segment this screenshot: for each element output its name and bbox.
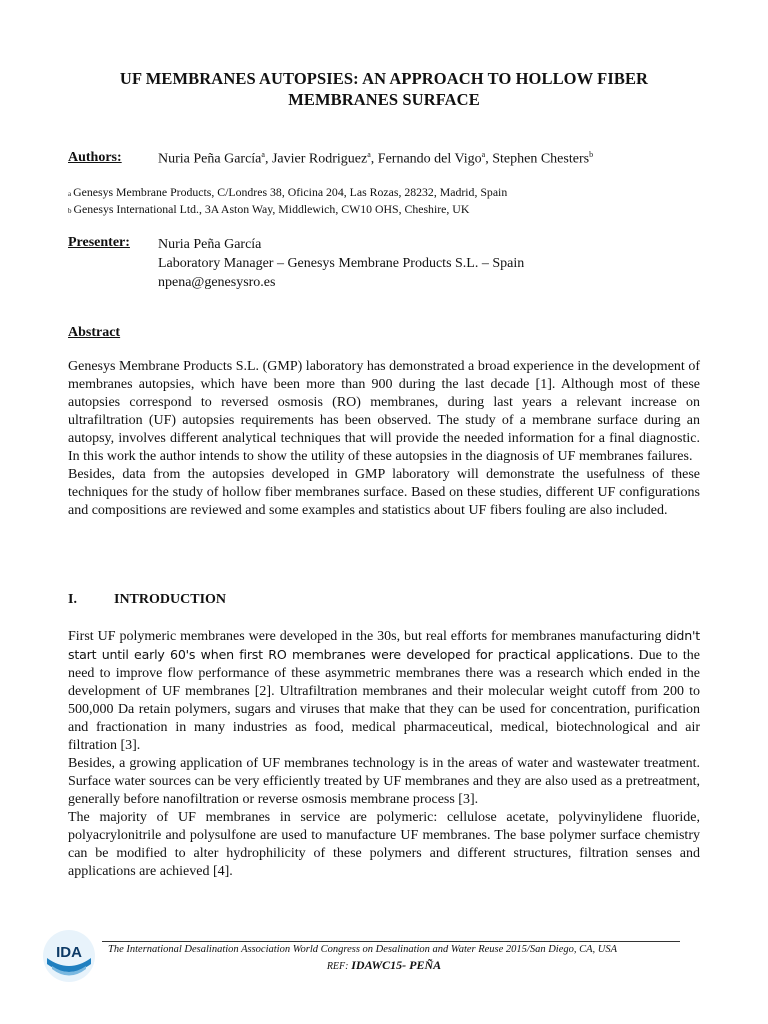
abstract-heading: Abstract — [68, 325, 121, 340]
presenter-role: Laboratory Manager – Genesys Membrane Products S.L. – Spain — [158, 256, 525, 271]
footer-ref-value: IDAWC15- PEÑA — [351, 958, 442, 972]
affiliation-mark: a — [68, 190, 72, 198]
affiliation-text: Genesys International Ltd., 3A Aston Way, Middlewich, CW10 OHS, Cheshire, UK — [73, 202, 470, 216]
author-name: Nuria Peña García — [158, 151, 262, 167]
affiliation-mark: b — [68, 207, 72, 215]
introduction-paragraph-2: Besides, a growing application of UF membranes technology is in the areas of water and wastewater treatment. Surface water sources can be very efficiently treated by UF membranes and they are also used as a pretreatment, generally before nanofiltration or reverse osmosis membrane process [3]. — [68, 756, 700, 807]
footer-ref-label: REF: — [326, 961, 349, 972]
affiliation-text: Genesys Membrane Products, C/Londres 38, Oficina 204, Las Rozas, 28232, Madrid, Spain — [73, 185, 508, 199]
footer-reference — [0, 958, 768, 973]
presenter-name: Nuria Peña García — [158, 237, 262, 252]
title-line-2: MEMBRANES SURFACE — [288, 90, 480, 109]
abstract-paragraph-1: Genesys Membrane Products S.L. (GMP) laboratory has demonstrated a broad experience in the development of membranes autopsies, which have been more than 900 during the last decade [1]. Although most of these autopsies correspond to reversed osmosis (RO) membranes, during last years a relevant increase on ultrafiltration (UF) autopsies requirements has been observed. The study of a membrane surface during an autopsy, involves different analytical techniques that will provide the needed information for a final diagnostic. In this work the author intends to show the utility of these autopsies in the diagnosis of UF membranes failures. — [68, 359, 700, 464]
footer-divider — [102, 941, 680, 942]
author-name: Fernando del Vigo — [377, 151, 482, 167]
author-affiliation-mark: b — [589, 150, 594, 159]
footer-conference: The International Desalination Association World Congress on Desalination and Water Reuse 2015/San Diego, CA, USA — [108, 944, 618, 955]
title-line-1: UF MEMBRANES AUTOPSIES: AN APPROACH TO HOLLOW FIBER — [119, 69, 649, 88]
affiliation-b — [68, 202, 469, 217]
introduction-paragraph-3: The majority of UF membranes in service are polymeric: cellulose acetate, polyvinylidene fluoride, polyacrylonitrile and polysulfone are used to manufacture UF membranes. The base polymer surface chemistry can be modified to alter hydrophilicity of these polymers and different structures, filtration senses and applications are achieved [4]. — [68, 810, 700, 879]
presenter-details — [158, 235, 524, 292]
author-affiliation-mark: a — [481, 150, 486, 159]
authors-label: Authors: — [68, 150, 122, 165]
author-name: Javier Rodriguez — [271, 151, 368, 167]
abstract-body — [68, 358, 700, 520]
paper-title — [68, 68, 700, 110]
section-title: INTRODUCTION — [114, 592, 227, 607]
authors-list: Nuria Peña García$^a$, Javier Rodriguez$^a$, Fernando del Vigo$^a$, Stephen Chesters$^b$ — [158, 150, 594, 167]
author-name: Stephen Chesters — [492, 151, 590, 167]
author-affiliation-mark: a — [261, 150, 265, 159]
affiliation-a — [68, 185, 507, 200]
presenter-email: npena@genesysro.es — [158, 275, 276, 290]
section-number: I. — [68, 592, 77, 607]
abstract-paragraph-2: Besides, data from the autopsies developed in GMP laboratory will demonstrate the usefulness of these techniques for the study of hollow fiber membranes surface. Based on these studies, different UF configurations and compositions are reviewed and some examples and statistics about UF fibers fouling are also included. — [68, 467, 700, 518]
introduction-paragraph-1: First UF polymeric membranes were developed in the 30s, but real efforts for membranes manufacturing didn't start until early 60's when first RO membranes were developed for practical applications. Due to the need to improve flow performance of these asymmetric membranes there was a research which ended in the development of UF membranes [2]. Ultrafiltration membranes and their molecular weight cutoff from 200 to 500,000 Da retain polymers, sugars and viruses that make that they can be used for concentration, purification and fractionation in many industries as food, medical pharmaceutical, medical, biotechnological and air filtration [3]. — [68, 628, 701, 753]
presenter-label: Presenter: — [68, 235, 130, 250]
introduction-body — [68, 627, 700, 881]
logo-text: IDA — [56, 944, 82, 961]
author-affiliation-mark: a — [367, 150, 371, 159]
introduction-heading — [68, 592, 226, 608]
